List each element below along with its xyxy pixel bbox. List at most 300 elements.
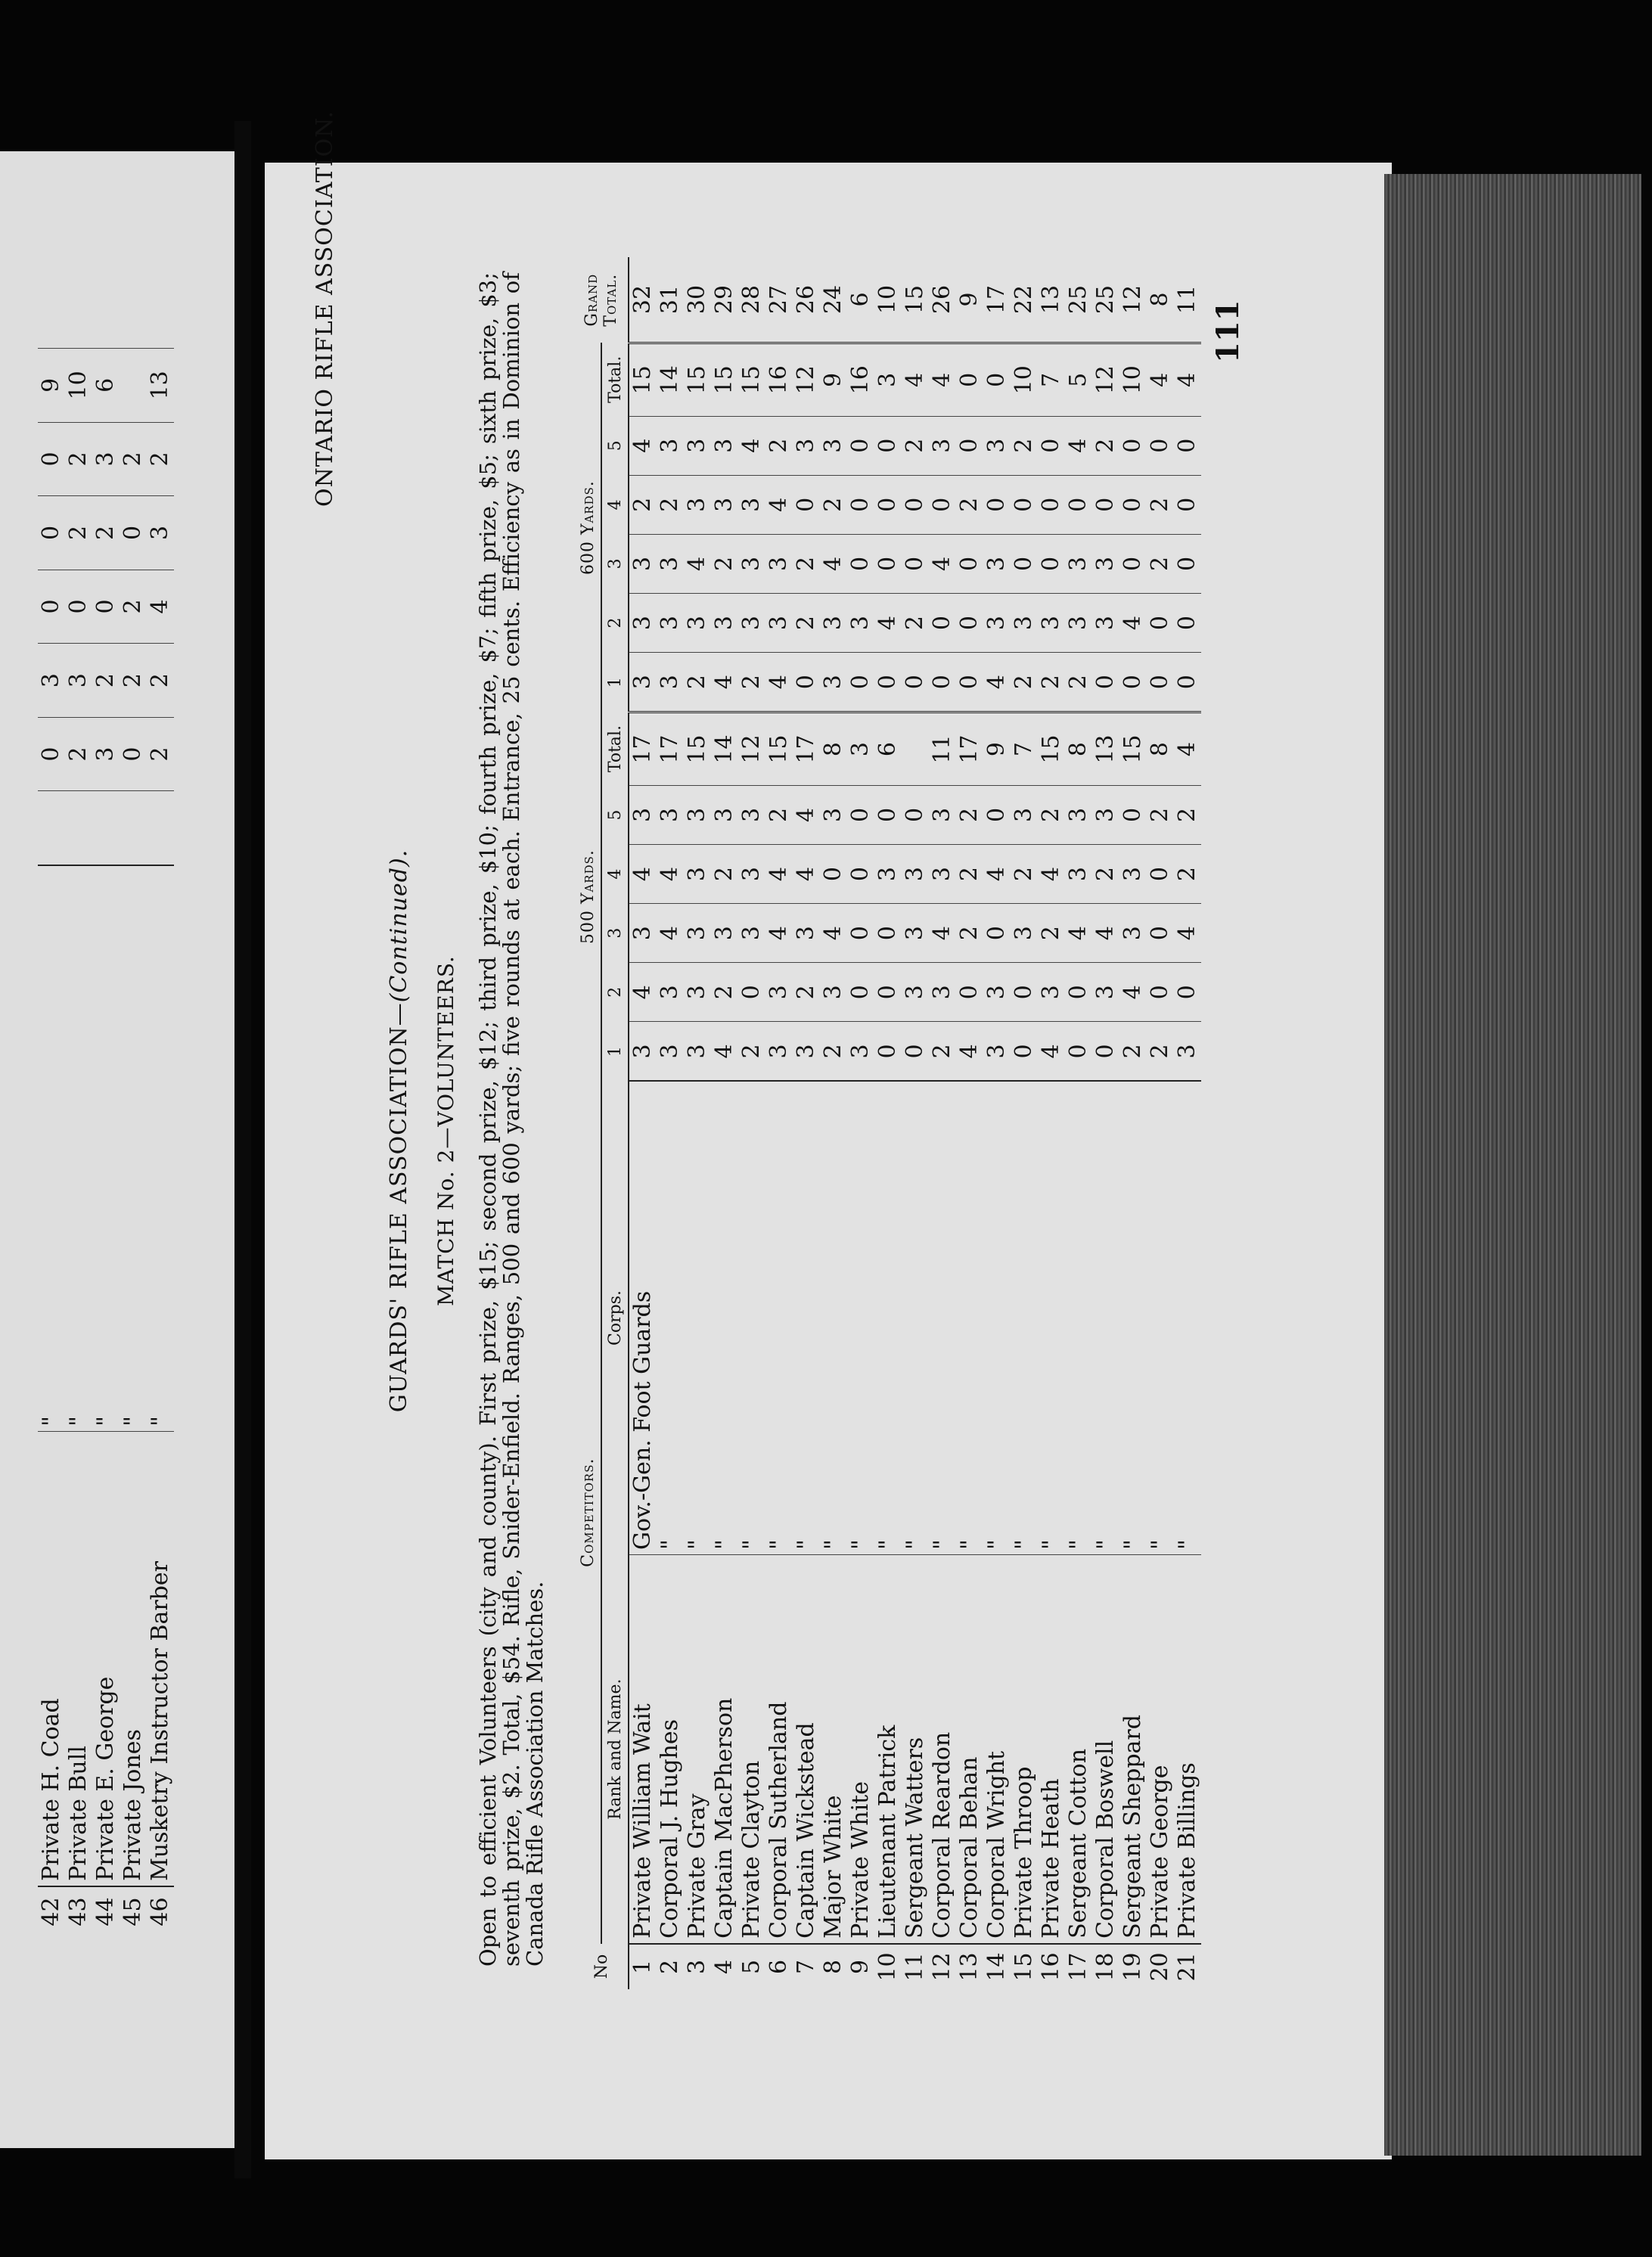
score-500: 3 [1011, 904, 1038, 963]
left-competitor-name: Private E. George [92, 1431, 120, 1886]
score-500: 3 [1092, 785, 1119, 844]
left-grand-total: 6 [92, 349, 120, 423]
score-600: 3 [629, 593, 657, 652]
score-600: 2 [1011, 653, 1038, 712]
left-score: 2 [147, 717, 174, 791]
score-500: 2 [820, 1022, 847, 1082]
header-shot: 3 [601, 534, 629, 593]
score-600: 0 [956, 653, 983, 712]
left-score: 0 [120, 717, 147, 791]
score-600: 2 [711, 534, 738, 593]
score-500: 3 [1119, 845, 1147, 904]
total-500: 15 [1038, 712, 1065, 786]
score-600: 3 [1011, 593, 1038, 652]
total-600: 0 [983, 343, 1011, 416]
total-600: 12 [793, 343, 820, 416]
row-number: 2 [657, 1944, 684, 1989]
score-600: 2 [902, 593, 929, 652]
score-600: 0 [1092, 475, 1119, 534]
row-number: 3 [684, 1944, 711, 1989]
left-score: 2 [65, 496, 92, 570]
score-500: 0 [1119, 785, 1147, 844]
score-500: 3 [765, 963, 793, 1022]
total-600: 4 [902, 343, 929, 416]
left-score: 0 [65, 570, 92, 644]
score-600: 0 [1038, 475, 1065, 534]
left-row-number: 45 [120, 1886, 147, 1936]
score-500: 3 [902, 963, 929, 1022]
score-500: 4 [765, 845, 793, 904]
score-600: 3 [657, 534, 684, 593]
score-600: 0 [956, 416, 983, 475]
total-500: 13 [1092, 712, 1119, 786]
score-500: 3 [793, 1022, 820, 1082]
score-600: 3 [765, 534, 793, 593]
total-600: 12 [1092, 343, 1119, 416]
left-score [38, 791, 65, 865]
title-text: GUARDS' RIFLE ASSOCIATION— [386, 1002, 412, 1413]
score-500: 2 [1174, 785, 1201, 844]
left-score: 0 [38, 717, 65, 791]
score-600: 3 [711, 416, 738, 475]
corps-cell: " [847, 1081, 874, 1554]
left-competitor-name: Private Jones [120, 1431, 147, 1886]
grand-total: 32 [629, 284, 656, 315]
corps-cell: " [765, 1081, 793, 1554]
score-500: 3 [820, 785, 847, 844]
score-600: 2 [1092, 416, 1119, 475]
score-600: 3 [793, 416, 820, 475]
left-score [92, 791, 120, 865]
score-600: 3 [847, 593, 874, 652]
score-600: 4 [711, 653, 738, 712]
header-shot: 4 [601, 475, 629, 534]
score-600: 0 [847, 416, 874, 475]
left-score: 0 [120, 496, 147, 570]
corps-cell: " [1038, 1081, 1065, 1554]
total-600: 16 [765, 343, 793, 416]
row-number: 8 [820, 1944, 847, 1989]
total-600: 4 [929, 343, 956, 416]
score-600: 2 [657, 475, 684, 534]
row-number: 18 [1092, 1944, 1119, 1989]
row-number: 12 [929, 1944, 956, 1989]
competitor-name: Private White [847, 1554, 874, 1943]
header-shot: 3 [601, 904, 629, 963]
total-500: 17 [793, 712, 820, 786]
total-600: 15 [711, 343, 738, 416]
corps-cell: " [657, 1081, 684, 1554]
total-500: 14 [711, 712, 738, 786]
left-row-number: 42 [38, 1886, 65, 1936]
table-row [1092, 257, 1119, 1989]
table-row [793, 257, 820, 1989]
score-600: 2 [1011, 416, 1038, 475]
grand-total: 9 [956, 292, 983, 307]
row-number: 10 [874, 1944, 902, 1989]
score-500: 2 [1147, 1022, 1174, 1082]
grand-total: 28 [738, 284, 765, 315]
score-600: 3 [738, 593, 765, 652]
row-number: 5 [738, 1944, 765, 1989]
page-edges [1384, 174, 1641, 2156]
left-corps-cell: " [147, 865, 174, 1431]
score-600: 0 [1011, 475, 1038, 534]
score-600: 3 [1092, 593, 1119, 652]
score-600: 3 [820, 653, 847, 712]
total-600: 0 [956, 343, 983, 416]
score-500: 2 [1119, 1022, 1147, 1082]
score-500: 0 [1092, 1022, 1119, 1082]
row-number: 13 [956, 1944, 983, 1989]
score-500: 3 [929, 785, 956, 844]
left-grand-total: 10 [65, 349, 92, 423]
competitor-name: Corporal Reardon [929, 1554, 956, 1943]
score-500: 4 [1119, 963, 1147, 1022]
score-600: 4 [983, 653, 1011, 712]
score-500: 4 [1038, 845, 1065, 904]
corps-cell: " [684, 1081, 711, 1554]
score-500: 4 [1065, 904, 1092, 963]
grand-total: 30 [684, 284, 710, 315]
header-total: Total. [601, 712, 629, 786]
score-500: 2 [765, 785, 793, 844]
score-500: 3 [657, 1022, 684, 1082]
table-row [1174, 257, 1201, 1989]
score-600: 4 [874, 593, 902, 652]
score-600: 0 [1038, 416, 1065, 475]
score-500: 3 [738, 785, 765, 844]
competitor-name: Private George [1147, 1554, 1174, 1943]
left-score: 3 [147, 496, 174, 570]
competitor-name: Sergeant Cotton [1065, 1554, 1092, 1943]
score-500: 2 [1038, 904, 1065, 963]
table-row [684, 257, 711, 1989]
score-500: 3 [1011, 785, 1038, 844]
score-500: 4 [956, 1022, 983, 1082]
corps-cell: " [711, 1081, 738, 1554]
total-500: 12 [738, 712, 765, 786]
table-row [1119, 257, 1147, 1989]
total-500: 4 [1174, 712, 1201, 786]
header-shot: 2 [601, 963, 629, 1022]
score-500: 0 [1065, 1022, 1092, 1082]
score-600: 2 [738, 653, 765, 712]
score-500: 3 [1065, 785, 1092, 844]
score-500: 2 [956, 785, 983, 844]
score-600: 0 [847, 653, 874, 712]
left-table-row [120, 349, 147, 1937]
score-500: 3 [711, 904, 738, 963]
total-600: 7 [1038, 343, 1065, 416]
left-score: 2 [92, 496, 120, 570]
score-600: 0 [983, 475, 1011, 534]
score-600: 3 [1065, 534, 1092, 593]
left-row-number: 43 [65, 1886, 92, 1936]
score-600: 4 [738, 416, 765, 475]
competitor-name: Private Clayton [738, 1554, 765, 1943]
score-500: 2 [1011, 845, 1038, 904]
score-500: 0 [1147, 845, 1174, 904]
total-600: 16 [847, 343, 874, 416]
score-500: 2 [1038, 785, 1065, 844]
left-score: 3 [92, 717, 120, 791]
left-score: 2 [65, 717, 92, 791]
score-500: 0 [820, 845, 847, 904]
score-500: 0 [902, 785, 929, 844]
left-score: 0 [38, 570, 65, 644]
score-600: 3 [929, 416, 956, 475]
score-600: 0 [929, 475, 956, 534]
score-600: 3 [657, 653, 684, 712]
score-500: 4 [1038, 1022, 1065, 1082]
score-500: 0 [1011, 1022, 1038, 1082]
score-500: 4 [629, 845, 657, 904]
score-600: 3 [629, 653, 657, 712]
score-600: 2 [629, 475, 657, 534]
score-600: 2 [820, 475, 847, 534]
competitor-name: Captain MacPherson [711, 1554, 738, 1943]
competitor-name: Captain Wickstead [793, 1554, 820, 1943]
score-600: 0 [902, 534, 929, 593]
score-600: 0 [793, 475, 820, 534]
grand-total: 24 [820, 284, 846, 315]
score-500: 0 [847, 963, 874, 1022]
total-500: 15 [1119, 712, 1147, 786]
running-head [312, 110, 338, 507]
header-no: No [575, 1944, 629, 1989]
score-500: 3 [684, 845, 711, 904]
score-500: 3 [738, 904, 765, 963]
competitor-name: Private Throop [1011, 1554, 1038, 1943]
table-row [847, 257, 874, 1989]
total-500: 6 [874, 712, 902, 786]
score-600: 0 [1038, 534, 1065, 593]
book-gutter [234, 121, 251, 2178]
left-score [120, 791, 147, 865]
row-number: 9 [847, 1944, 874, 1989]
total-500: 11 [929, 712, 956, 786]
table-row [929, 257, 956, 1989]
grand-total: 26 [929, 284, 955, 315]
score-600: 0 [1065, 475, 1092, 534]
score-600: 0 [1119, 416, 1147, 475]
title-continued: (Continued). [386, 849, 412, 1003]
grand-total: 26 [793, 284, 819, 315]
header-shot: 5 [601, 416, 629, 475]
score-600: 4 [820, 534, 847, 593]
score-500: 4 [765, 904, 793, 963]
score-600: 2 [1147, 534, 1174, 593]
grand-total: 29 [711, 284, 738, 315]
total-500: 7 [1011, 712, 1038, 786]
row-number: 6 [765, 1944, 793, 1989]
score-600: 0 [1174, 475, 1201, 534]
score-500: 2 [793, 963, 820, 1022]
score-500: 0 [1147, 963, 1174, 1022]
score-500: 0 [1011, 963, 1038, 1022]
score-500: 0 [738, 963, 765, 1022]
table-row [738, 257, 765, 1989]
score-500: 0 [847, 845, 874, 904]
score-500: 3 [657, 785, 684, 844]
table-row [711, 257, 738, 1989]
score-600: 4 [1065, 416, 1092, 475]
score-600: 3 [684, 593, 711, 652]
grand-total: 25 [1092, 284, 1119, 315]
table-row [629, 257, 657, 1989]
total-500: 3 [847, 712, 874, 786]
row-number: 4 [711, 1944, 738, 1989]
score-500: 3 [983, 1022, 1011, 1082]
score-600: 3 [765, 593, 793, 652]
grand-total: 13 [1038, 284, 1064, 315]
score-600: 0 [847, 475, 874, 534]
score-600: 3 [983, 534, 1011, 593]
score-600: 0 [902, 475, 929, 534]
score-500: 2 [738, 1022, 765, 1082]
score-600: 3 [820, 416, 847, 475]
total-600: 9 [820, 343, 847, 416]
total-500: 17 [657, 712, 684, 786]
corps-cell: " [874, 1081, 902, 1554]
left-corps-cell: " [38, 865, 65, 1431]
score-600: 2 [1038, 653, 1065, 712]
competitor-name: Private Billings [1174, 1554, 1201, 1943]
score-600: 3 [711, 475, 738, 534]
score-500: 2 [956, 845, 983, 904]
grand-total: 12 [1119, 284, 1146, 315]
score-600: 0 [1119, 653, 1147, 712]
competitor-name: Corporal Wright [983, 1554, 1011, 1943]
score-600: 3 [983, 593, 1011, 652]
score-500: 2 [1092, 845, 1119, 904]
total-500: 15 [684, 712, 711, 786]
score-600: 0 [902, 653, 929, 712]
table-row [1147, 257, 1174, 1989]
competitor-name: Corporal Behan [956, 1554, 983, 1943]
score-500: 3 [629, 1022, 657, 1082]
score-600: 3 [983, 416, 1011, 475]
total-500: 17 [956, 712, 983, 786]
corps-cell: Gov.-Gen. Foot Guards [629, 1081, 657, 1554]
score-600: 2 [902, 416, 929, 475]
score-600: 0 [929, 653, 956, 712]
left-score: 3 [65, 644, 92, 718]
score-500: 0 [847, 785, 874, 844]
left-competitor-name: Private Bull [65, 1431, 92, 1886]
score-600: 0 [874, 416, 902, 475]
competitor-name: Sergeant Sheppard [1119, 1554, 1147, 1943]
header-shot: 2 [601, 593, 629, 652]
left-table-row [147, 349, 174, 1937]
score-500: 3 [793, 904, 820, 963]
score-500: 3 [738, 845, 765, 904]
score-600: 3 [738, 475, 765, 534]
row-number: 16 [1038, 1944, 1065, 1989]
score-600: 3 [657, 416, 684, 475]
score-500: 3 [847, 1022, 874, 1082]
header-600-yards: 600 Yards. [575, 343, 601, 712]
score-600: 3 [1092, 534, 1119, 593]
left-corps-cell: " [65, 865, 92, 1431]
score-500: 2 [711, 963, 738, 1022]
score-600: 0 [874, 653, 902, 712]
left-table-row [92, 349, 120, 1937]
score-500: 3 [820, 963, 847, 1022]
row-number: 14 [983, 1944, 1011, 1989]
score-600: 3 [629, 534, 657, 593]
row-number: 17 [1065, 1944, 1092, 1989]
table-row [1011, 257, 1038, 1989]
score-600: 0 [956, 593, 983, 652]
corps-cell: " [793, 1081, 820, 1554]
score-500: 4 [629, 963, 657, 1022]
score-600: 0 [847, 534, 874, 593]
score-500: 2 [1174, 845, 1201, 904]
left-score: 2 [147, 422, 174, 496]
score-600: 2 [793, 593, 820, 652]
left-score: 2 [65, 422, 92, 496]
row-number: 20 [1147, 1944, 1174, 1989]
competitor-name: Corporal J. Hughes [657, 1554, 684, 1943]
score-600: 0 [1147, 416, 1174, 475]
row-number: 7 [793, 1944, 820, 1989]
left-score: 3 [38, 644, 65, 718]
score-500: 3 [1119, 904, 1147, 963]
score-600: 0 [1174, 416, 1201, 475]
grand-total: 17 [983, 284, 1010, 315]
score-600: 0 [956, 534, 983, 593]
corps-cell: " [1065, 1081, 1092, 1554]
score-600: 0 [874, 475, 902, 534]
score-500: 0 [956, 963, 983, 1022]
left-corps-cell: " [120, 865, 147, 1431]
score-600: 4 [929, 534, 956, 593]
score-500: 0 [1174, 963, 1201, 1022]
score-600: 3 [820, 593, 847, 652]
left-score: 4 [147, 570, 174, 644]
score-600: 0 [793, 653, 820, 712]
score-500: 0 [874, 963, 902, 1022]
score-600: 3 [684, 416, 711, 475]
score-500: 0 [902, 1022, 929, 1082]
table-row [765, 257, 793, 1989]
score-500: 3 [765, 1022, 793, 1082]
header-shot: 5 [601, 785, 629, 844]
score-500: 3 [711, 785, 738, 844]
score-600: 2 [765, 416, 793, 475]
score-500: 2 [711, 845, 738, 904]
table-row [820, 257, 847, 1989]
score-500: 2 [1147, 785, 1174, 844]
competitor-name: Sergeant Watters [902, 1554, 929, 1943]
total-600: 15 [738, 343, 765, 416]
corps-cell: " [956, 1081, 983, 1554]
corps-cell: " [1147, 1081, 1174, 1554]
header-shot: 1 [601, 1022, 629, 1082]
score-600: 3 [1065, 593, 1092, 652]
score-500: 3 [1038, 963, 1065, 1022]
total-600: 14 [657, 343, 684, 416]
score-500: 0 [874, 785, 902, 844]
score-600: 4 [765, 475, 793, 534]
total-500: 8 [1065, 712, 1092, 786]
score-500: 3 [929, 963, 956, 1022]
score-500: 4 [1092, 904, 1119, 963]
table-row [956, 257, 983, 1989]
score-600: 0 [1119, 534, 1147, 593]
